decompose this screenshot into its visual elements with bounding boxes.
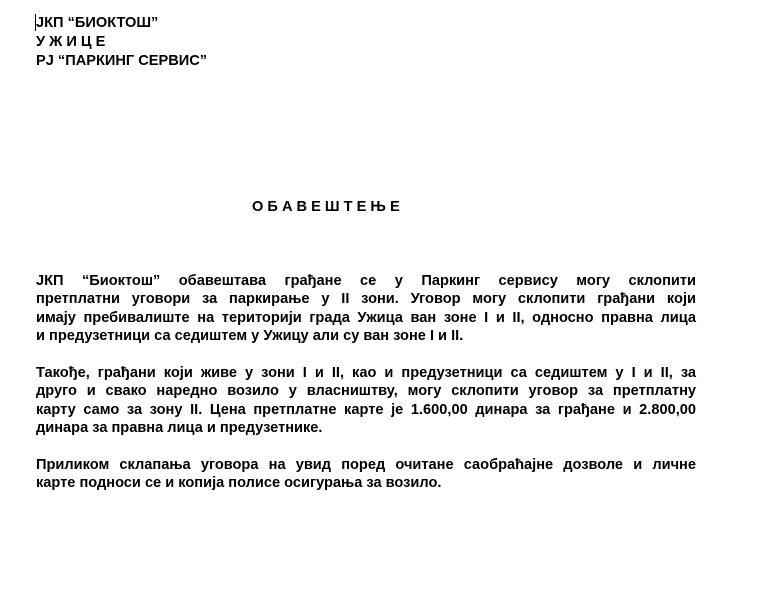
header-city: У Ж И Ц Е bbox=[36, 34, 106, 50]
notice-title: О Б А В Е Ш Т Е Њ Е bbox=[252, 199, 400, 215]
paragraph-second-vehicle bbox=[36, 364, 696, 438]
paragraph-required-documents bbox=[36, 456, 696, 493]
paragraph-line: Такође, грађани који живе у зони I и II, као и предузетници са седиштем у I и II, за bbox=[36, 365, 696, 382]
paragraph-line: ЈКП “Биоктош” обавештава грађане се у Паркинг сервису могу склопити bbox=[36, 273, 696, 289]
header-company-name: ЈКП “БИОКТОШ” bbox=[36, 15, 159, 31]
paragraph-line: имају пребивалиште на територији града Ужица ван зоне I и II, односно правна лица bbox=[36, 309, 696, 326]
paragraph-line: динара за правна лица и предузетнике. bbox=[36, 420, 323, 437]
paragraph-line: претплатни уговори за паркирање у II зони. Уговор могу склопити грађани који bbox=[36, 291, 696, 308]
paragraph-line: и предузетници са седиштем у Ужицу али су ван зоне I и II. bbox=[36, 328, 464, 345]
organization-header bbox=[36, 14, 207, 71]
paragraph-line: карту само за зону II. Цена претплатне карте је 1.600,00 динара за грађане и 2.800,00 bbox=[36, 401, 696, 418]
paragraph-subscription-contracts bbox=[36, 272, 696, 346]
notice-body bbox=[36, 272, 696, 511]
paragraph-line: карте подноси се и копија полисе осигурања за возило. bbox=[36, 475, 442, 492]
paragraph-line: Приликом склапања уговора на увид поред очитане саобраћајне дозволе и личне bbox=[36, 457, 696, 474]
header-unit-name: РЈ “ПАРКИНГ СЕРВИС” bbox=[36, 53, 208, 69]
paragraph-line: друго и свако наредно возило у власништву, могу склопити уговор за претплатну bbox=[36, 383, 696, 400]
